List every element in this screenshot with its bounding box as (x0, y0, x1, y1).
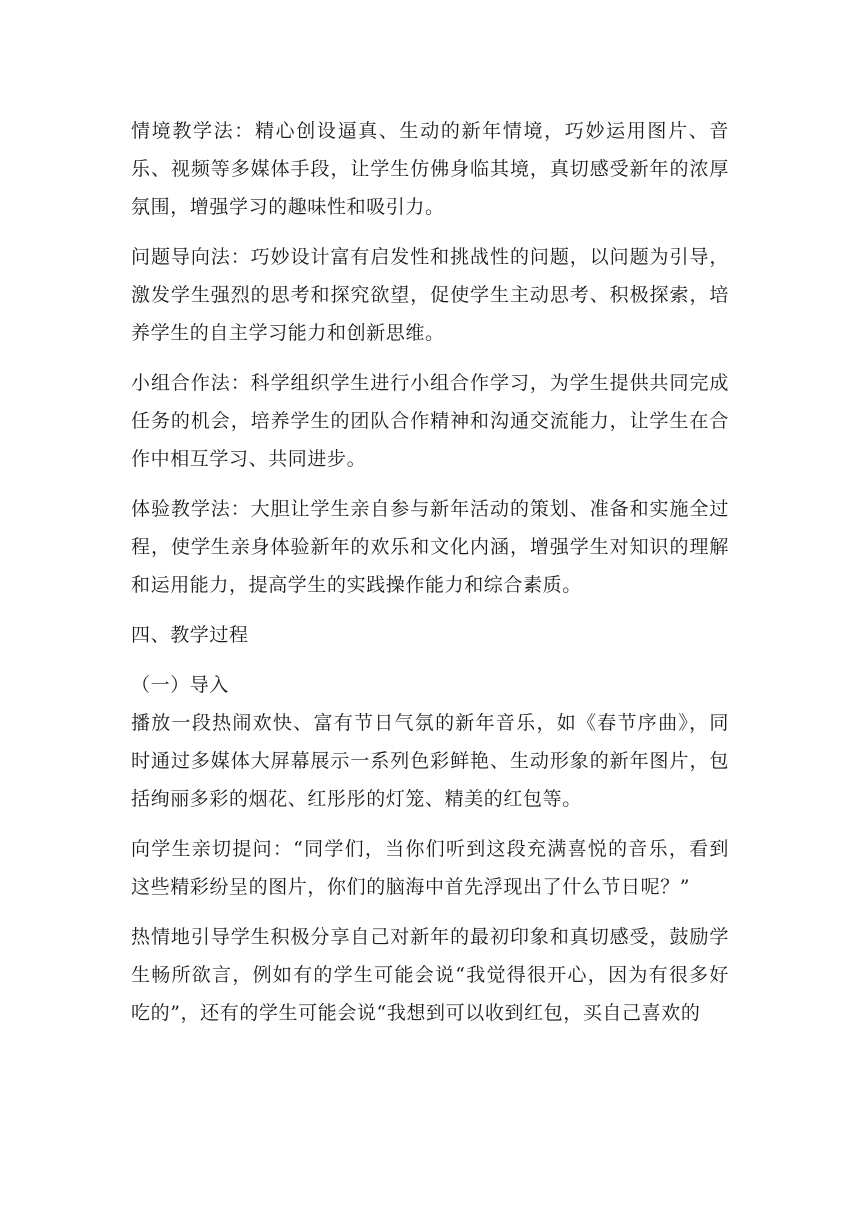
method-paragraph-problem-oriented: 问题导向法：巧妙设计富有启发性和挑战性的问题，以问题为引导，激发学生强烈的思考和探究欲望，促使学生主动思考、积极探索，培养学生的自主学习能力和创新思维。 (131, 246, 729, 344)
method-paragraph-group-cooperation: 小组合作法：科学组织学生进行小组合作学习，为学生提供共同完成任务的机会，培养学生的团队合作精神和沟通交流能力，让学生在合作中相互学习、共同进步。 (131, 372, 729, 470)
intro-paragraph-music: 播放一段热闹欢快、富有节日气氛的新年音乐，如《春节序曲》，同时通过多媒体大屏幕展示一系列色彩鲜艳、生动形象的新年图片，包括绚丽多彩的烟花、红彤彤的灯笼、精美的红包等。 (131, 712, 729, 810)
intro-paragraph-question: 向学生亲切提问：“同学们，当你们听到这段充满喜悦的音乐，看到这些精彩纷呈的图片，你们的脑海中首先浮现出了什么节日呢？” (131, 838, 729, 898)
method-paragraph-experiential: 体验教学法：大胆让学生亲自参与新年活动的策划、准备和实施全过程，使学生亲身体验新年的欢乐和文化内涵，增强学生对知识的理解和运用能力，提高学生的实践操作能力和综合素质。 (131, 498, 729, 596)
intro-paragraph-sharing: 热情地引导学生积极分享自己对新年的最初印象和真切感受，鼓励学生畅所欲言，例如有的学生可能会说“我觉得很开心，因为有很多好吃的”，还有的学生可能会说“我想到可以收到红包，买自己喜欢的 (131, 926, 729, 1024)
subsection-heading-introduction: （一）导入 (131, 674, 230, 696)
document-page (131, 112, 729, 1032)
section-heading-teaching-process: 四、教学过程 (131, 624, 249, 646)
method-paragraph-situational: 情境教学法：精心创设逼真、生动的新年情境，巧妙运用图片、音乐、视频等多媒体手段，让学生仿佛身临其境，真切感受新年的浓厚氛围，增强学习的趣味性和吸引力。 (131, 120, 729, 218)
